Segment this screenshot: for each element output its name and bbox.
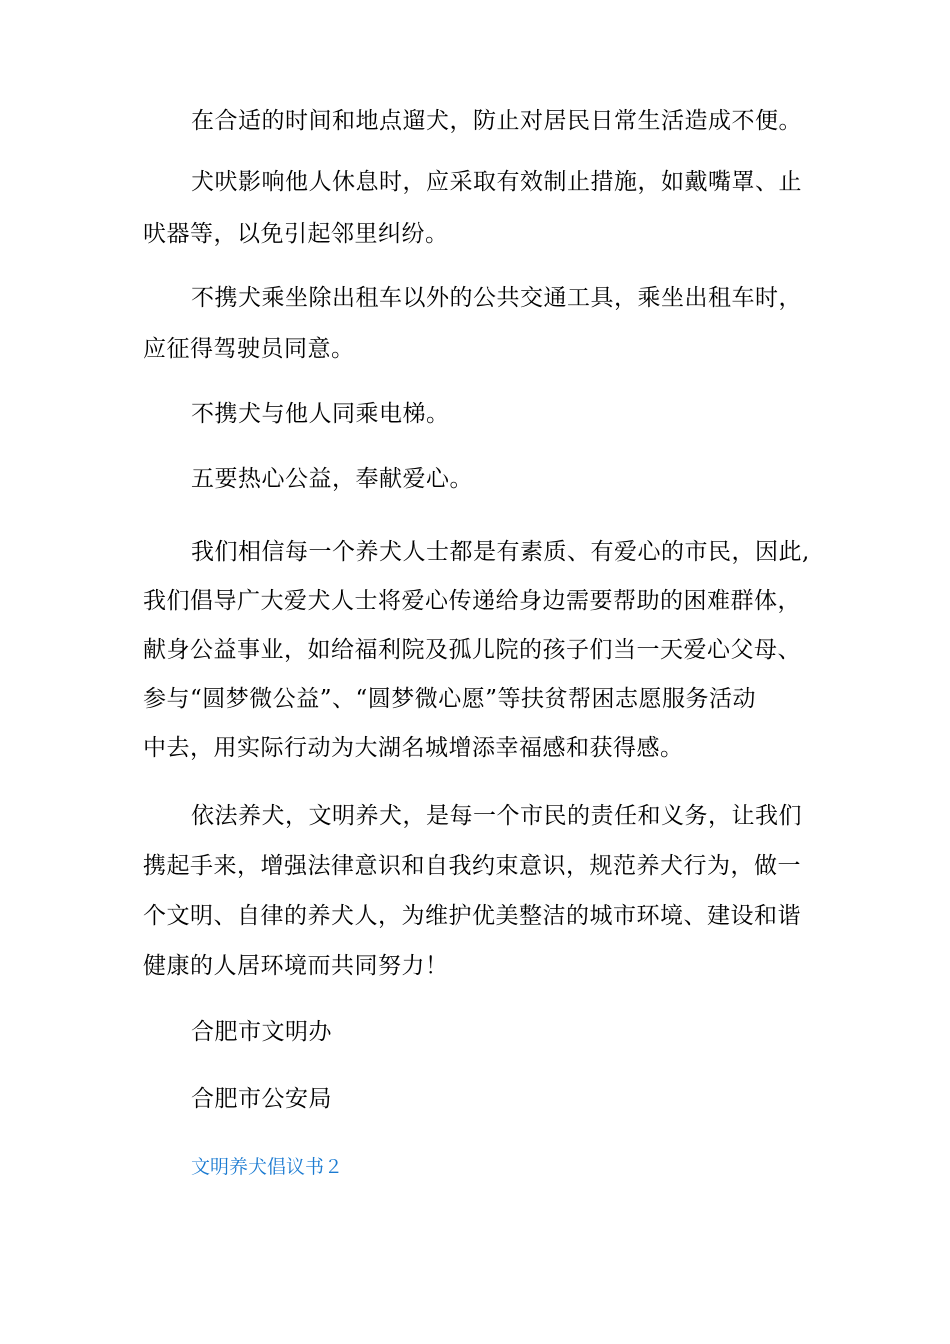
paragraph-1-line-1: 在合适的时间和地点遛犬，防止对居民日常生活造成不便。	[191, 108, 802, 134]
paragraph-3-line-1: 不携犬乘坐除出租车以外的公共交通工具，乘坐出租车时，	[191, 285, 802, 311]
paragraph-3-line-2: 应征得驾驶员同意。	[143, 336, 355, 362]
paragraph-6-line-4: 参与“圆梦微公益”、“圆梦微心愿”等扶贫帮困志愿服务活动	[143, 686, 757, 712]
next-article-link[interactable]: 文明养犬倡议书２	[191, 1156, 344, 1178]
paragraph-5-line-1: 五要热心公益，奉献爱心。	[191, 466, 473, 492]
paragraph-2-line-1: 犬吠影响他人休息时，应采取有效制止措施，如戴嘴罩、止	[191, 169, 802, 195]
paragraph-7-line-4: 健康的人居环境而共同努力！	[143, 953, 449, 979]
signature-civilization-office: 合肥市文明办	[191, 1019, 332, 1045]
paragraph-7-line-3: 个文明、自律的养犬人，为维护优美整洁的城市环境、建设和谐	[143, 903, 801, 929]
paragraph-6-line-1: 我们相信每一个养犬人士都是有素质、有爱心的市民，因此,	[191, 539, 810, 565]
paragraph-7-line-2: 携起手来，增强法律意识和自我约束意识，规范养犬行为，做一	[143, 853, 801, 879]
paragraph-6-line-2: 我们倡导广大爱犬人士将爱心传递给身边需要帮助的困难群体，	[143, 588, 801, 614]
paragraph-4-line-1: 不携犬与他人同乘电梯。	[191, 401, 450, 427]
paragraph-7-line-1: 依法养犬，文明养犬，是每一个市民的责任和义务，让我们	[191, 803, 802, 829]
paragraph-6-line-3: 献身公益事业，如给福利院及孤儿院的孩子们当一天爱心父母、	[143, 637, 801, 663]
paragraph-6-line-5: 中去，用实际行动为大湖名城增添幸福感和获得感。	[143, 735, 684, 761]
signature-public-security-bureau: 合肥市公安局	[191, 1086, 332, 1112]
paragraph-2-line-2: 吠器等，以免引起邻里纠纷。	[143, 221, 449, 247]
